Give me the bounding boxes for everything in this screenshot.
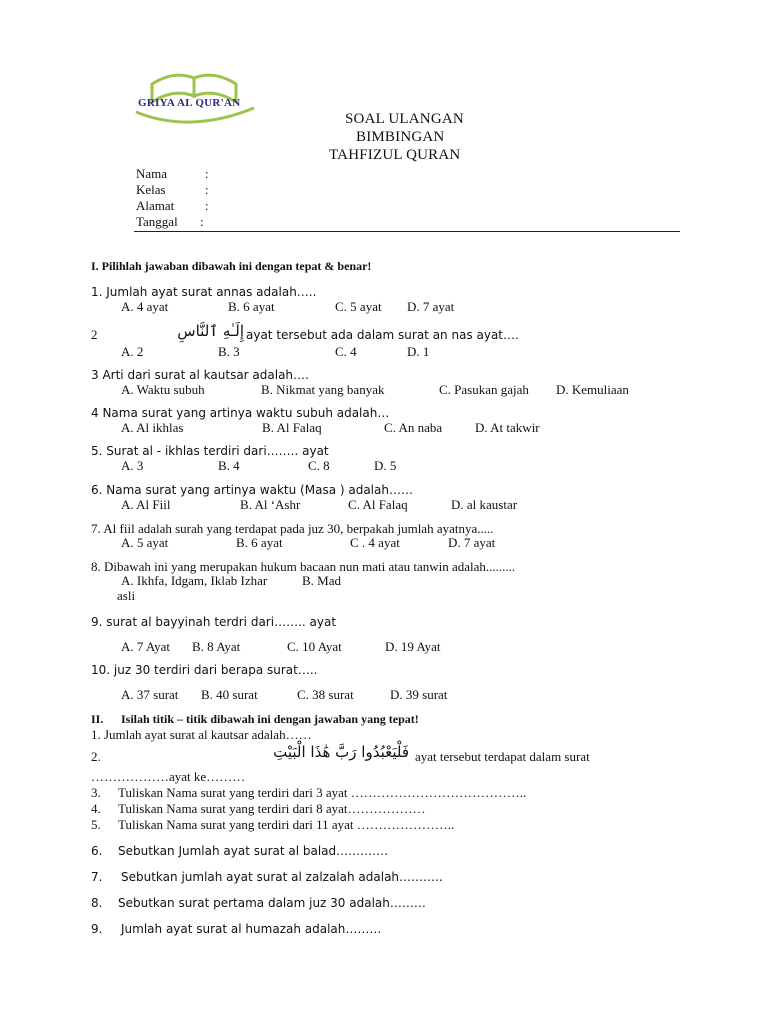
q2-arabic: إِلَـٰهِ ٱلنَّاسِ (177, 322, 244, 340)
s2-q2-arabic: فَلْيَعْبُدُوا رَبَّ هَٰذَا الْبَيْتِ (273, 743, 409, 761)
s2-q3-number: 3. (91, 785, 101, 800)
s2-q4-number: 4. (91, 801, 101, 816)
q8-option-b-continued: asli (117, 588, 136, 603)
q9-option-a: A. 7 Ayat (121, 639, 170, 654)
s2-q8-number: 8. (91, 896, 103, 910)
identity-tanggal-label: Tanggal (136, 214, 178, 229)
q5-text: 5. Surat al - ikhlas terdiri dari…….. ayat (91, 444, 329, 458)
q4-option-c: C. An naba (384, 420, 443, 435)
identity-alamat-colon: : (205, 198, 209, 213)
q8-option-b: B. Mad (302, 573, 341, 588)
q5-option-d: D. 5 (374, 458, 397, 473)
q1-option-c: C. 5 ayat (335, 299, 382, 314)
s2-q2-number: 2. (91, 749, 101, 764)
q3-option-a: A. Waktu subuh (121, 382, 205, 397)
q6-option-b: B. Al ‘Ashr (240, 497, 301, 512)
q4-text: 4 Nama surat yang artinya waktu subuh adalah… (91, 406, 390, 420)
s2-q2-continued: ………………ayat ke……… (91, 769, 246, 784)
s2-q7-text: Sebutkan jumlah ayat surat al zalzalah adalah……….. (121, 870, 443, 884)
s2-q6-text: Sebutkan Jumlah ayat surat al balad…………. (118, 844, 388, 858)
q1-option-b: B. 6 ayat (228, 299, 275, 314)
q4-option-d: D. At takwir (475, 420, 540, 435)
q7-option-d: D. 7 ayat (448, 535, 496, 550)
q6-option-a: A. Al Fiil (121, 497, 171, 512)
q5-option-b: B. 4 (218, 458, 240, 473)
q9-option-b: B. 8 Ayat (192, 639, 241, 654)
s2-q7-number: 7. (91, 870, 103, 884)
q10-option-a: A. 37 surat (121, 687, 179, 702)
s2-q3-text: Tuliskan Nama surat yang terdiri dari 3 ayat ………………………………….. (118, 785, 527, 800)
section2-title: Isilah titik – titik dibawah ini dengan jawaban yang tepat! (121, 712, 419, 726)
q9-text: 9. surat al bayyinah terdri dari…….. ayat (91, 615, 337, 629)
q1-option-d: D. 7 ayat (407, 299, 455, 314)
q9-option-c: C. 10 Ayat (287, 639, 342, 654)
header-title-2: BIMBINGAN (356, 129, 445, 145)
identity-nama-label: Nama (136, 166, 168, 181)
q3-option-d: D. Kemuliaan (556, 382, 629, 397)
q1-text: 1. Jumlah ayat surat annas adalah….. (91, 285, 317, 299)
s2-q8-text: Sebutkan surat pertama dalam juz 30 adalah……… (118, 896, 426, 910)
s2-q9-text: Jumlah ayat surat al humazah adalah……… (121, 922, 382, 936)
s2-q6-number: 6. (91, 844, 103, 858)
q2-option-c: C. 4 (335, 344, 357, 359)
q2-option-a: A. 2 (121, 344, 144, 359)
q3-option-c: C. Pasukan gajah (439, 382, 529, 397)
header-title-3: TAHFIZUL QURAN (329, 147, 461, 163)
q4-option-b: B. Al Falaq (262, 420, 322, 435)
q10-option-d: D. 39 surat (390, 687, 448, 702)
q7-text: 7. Al fiil adalah surah yang terdapat pada juz 30, berpakah jumlah ayatnya..... (91, 521, 494, 536)
logo (130, 68, 260, 128)
logo-text: GRIYA AL QUR'AN (138, 97, 241, 109)
s2-q5-number: 5. (91, 817, 101, 832)
q7-option-a: A. 5 ayat (121, 535, 169, 550)
q6-text: 6. Nama surat yang artinya waktu (Masa ) adalah…… (91, 483, 413, 497)
q9-option-d: D. 19 Ayat (385, 639, 441, 654)
q1-option-a: A. 4 ayat (121, 299, 169, 314)
q4-option-a: A. Al ikhlas (121, 420, 184, 435)
identity-tanggal-colon: : (200, 214, 204, 229)
q5-option-a: A. 3 (121, 458, 144, 473)
identity-alamat-label: Alamat (136, 198, 175, 213)
q3-text: 3 Arti dari surat al kautsar adalah…. (91, 368, 309, 382)
q8-option-a: A. Ikhfa, Idgam, Iklab Izhar (121, 573, 268, 588)
q7-option-b: B. 6 ayat (236, 535, 283, 550)
q2-option-d: D. 1 (407, 344, 430, 359)
q6-option-d: D. al kaustar (451, 497, 518, 512)
q10-option-c: C. 38 surat (297, 687, 354, 702)
s2-q5-text: Tuliskan Nama surat yang terdiri dari 11 ayat ………………….. (118, 817, 455, 832)
q3-option-b: B. Nikmat yang banyak (261, 382, 385, 397)
q10-text: 10. juz 30 terdiri dari berapa surat….. (91, 663, 318, 677)
identity-kelas-colon: : (205, 182, 209, 197)
q2-number: 2 (91, 327, 98, 342)
header-title-1: SOAL ULANGAN (345, 111, 464, 127)
s2-q4-text: Tuliskan Nama surat yang terdiri dari 8 ayat……………… (118, 801, 426, 816)
section1-title: I. Pilihlah jawaban dibawah ini dengan tepat & benar! (91, 259, 372, 273)
q10-option-b: B. 40 surat (201, 687, 258, 702)
identity-divider (134, 231, 680, 232)
identity-nama-colon: : (205, 166, 209, 181)
section2-number: II. (91, 712, 104, 726)
identity-kelas-label: Kelas (136, 182, 166, 197)
q6-option-c: C. Al Falaq (348, 497, 408, 512)
q5-option-c: C. 8 (308, 458, 330, 473)
q2-text: ayat tersebut ada dalam surat an nas ayat…. (246, 328, 519, 342)
s2-q1-text: 1. Jumlah ayat surat al kautsar adalah…… (91, 727, 312, 742)
q7-option-c: C . 4 ayat (350, 535, 400, 550)
q8-text: 8. Dibawah ini yang merupakan hukum bacaan nun mati atau tanwin adalah......... (91, 559, 516, 574)
q2-option-b: B. 3 (218, 344, 240, 359)
s2-q9-number: 9. (91, 922, 103, 936)
s2-q2-text: ayat tersebut terdapat dalam surat (415, 749, 590, 764)
